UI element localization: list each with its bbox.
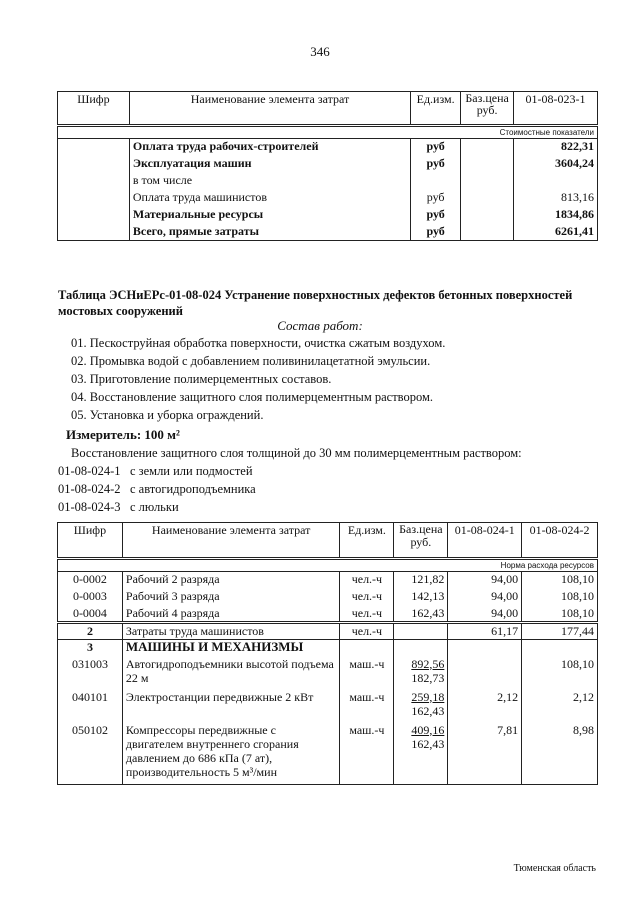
row-value: 6261,41 [514,224,598,241]
row-code: 031003 [58,657,123,690]
row-unit: маш.-ч [340,723,394,785]
header-base-price: Баз.цена руб. [394,523,448,559]
row-name: Оплата труда машинистов [129,190,410,207]
header-name: Наименование элемента затрат [129,92,410,126]
variant-text: с земли или подмостей [130,464,253,478]
row-value-1: 94,00 [448,589,522,606]
description: Восстановление защитного слоя толщиной до 30 мм полимерцементным раствором: [71,446,522,460]
row-value: 3604,24 [514,156,598,173]
section-label: Норма расхода ресурсов [58,559,598,572]
table-row [58,690,598,723]
variant-code: 01-08-024-1 [58,464,121,478]
row-unit: чел.-ч [340,606,394,623]
variant-item [58,500,179,515]
row-name: Электростанции передвижные 2 кВт [122,690,340,723]
table-title: Таблица ЭСНиЕРс-01-08-024 Устранение поверхностных дефектов бетонных поверхностей мостовых сооружений [58,288,573,318]
row-unit: чел.-ч [340,589,394,606]
row-value-2: 108,10 [522,589,598,606]
table-row [58,572,598,589]
work-item: 04. Восстановление защитного слоя полимерцементным раствором. [71,390,434,404]
table-row [58,156,598,173]
row-value-1: 94,00 [448,572,522,589]
row-code: 2 [58,623,123,640]
row-unit: руб [411,190,461,207]
row-value: 813,16 [514,190,598,207]
table-row [58,723,598,785]
row-code: 040101 [58,690,123,723]
row-value-2: 108,10 [522,657,598,690]
resource-norm-table [57,522,598,785]
variant-code: 01-08-024-2 [58,482,121,496]
row-price: 892,56 [411,656,445,671]
row-unit: руб [411,224,461,241]
variant-text: с люльки [130,500,179,514]
header-col1: 01-08-023-1 [514,92,598,126]
row-name: Рабочий 4 разряда [122,606,340,623]
row-unit: маш.-ч [340,657,394,690]
header-code: Шифр [58,523,123,559]
row-value-2: 108,10 [522,606,598,623]
work-item: 03. Приготовление полимерцементных составов. [71,372,332,386]
row-unit: чел.-ч [340,623,394,640]
section-label: Стоимостные показатели [58,126,598,139]
row-value-1 [448,657,522,690]
row-unit: руб [411,207,461,224]
row-code: 0-0002 [58,572,123,589]
table-row [58,190,598,207]
row-unit: руб [411,139,461,156]
row-name: Рабочий 2 разряда [122,572,340,589]
table-row [58,589,598,606]
row-name: Затраты труда машинистов [122,623,340,640]
work-item: 05. Установка и уборка ограждений. [71,408,264,422]
table-row [58,139,598,156]
row-price: 142,13 [394,589,448,606]
header-col1: 01-08-024-1 [448,523,522,559]
row-name: Оплата труда рабочих-строителей [129,139,410,156]
row-code: 050102 [58,723,123,785]
row-code: 3 [58,640,123,657]
variant-code: 01-08-024-3 [58,500,121,514]
row-unit: чел.-ч [340,572,394,589]
cost-summary-table [57,91,598,241]
table-row [58,207,598,224]
row-value-1: 61,17 [448,623,522,640]
row-name: Всего, прямые затраты [129,224,410,241]
variant-item [58,482,256,497]
row-name: Компрессоры передвижные с двигателем внутреннего сгорания давлением до 686 кПа (7 ат), производительность 5 м³/мин [122,723,340,785]
section-row [58,640,598,657]
row-price: 121,82 [394,572,448,589]
row-price: 409,16 [411,722,445,737]
table-row [58,606,598,623]
row-value-2: 2,12 [522,690,598,723]
row-value-2: 177,44 [522,623,598,640]
row-value-1: 94,00 [448,606,522,623]
table-row [58,173,598,190]
row-price: 259,18 [411,689,445,704]
row-code: 0-0003 [58,589,123,606]
table-row [58,224,598,241]
header-base-price: Баз.цена руб. [461,92,514,126]
work-composition-title: Состав работ: [277,318,363,333]
row-value-2: 8,98 [522,723,598,785]
table-row [58,657,598,690]
row-unit: маш.-ч [340,690,394,723]
row-value-1: 7,81 [448,723,522,785]
row-name: Автогидроподъемники высотой подъема 22 м [122,657,340,690]
row-price-secondary: 162,43 [411,703,445,718]
row-name: Эксплуатация машин [129,156,410,173]
table-row [58,623,598,640]
header-col2: 01-08-024-2 [522,523,598,559]
row-price-secondary: 182,73 [411,670,445,685]
row-value-1: 2,12 [448,690,522,723]
row-name: Рабочий 3 разряда [122,589,340,606]
footer-region: Тюменская область [513,863,596,874]
row-price-secondary: 162,43 [411,736,445,751]
measure-unit: Измеритель: 100 м² [66,427,180,442]
row-value-2: 108,10 [522,572,598,589]
work-item: 01. Пескоструйная обработка поверхности, очистка сжатым воздухом. [71,336,446,350]
row-value: 822,31 [514,139,598,156]
header-unit: Ед.изм. [340,523,394,559]
row-unit: руб [411,156,461,173]
header-name: Наименование элемента затрат [122,523,340,559]
table-header-row [58,92,598,126]
section-label-row [58,559,598,572]
row-name: Материальные ресурсы [129,207,410,224]
variant-text: с автогидроподъемника [130,482,256,496]
section-label-row [58,126,598,139]
row-name: МАШИНЫ И МЕХАНИЗМЫ [122,640,340,657]
variant-item [58,464,253,479]
row-code: 0-0004 [58,606,123,623]
header-unit: Ед.изм. [411,92,461,126]
work-item: 02. Промывка водой с добавлением поливинилацетатной эмульсии. [71,354,431,368]
row-price: 162,43 [394,606,448,623]
table-header-row [58,523,598,559]
row-value: 1834,86 [514,207,598,224]
page-number: 346 [310,44,330,59]
row-name: в том числе [129,173,410,190]
header-code: Шифр [58,92,130,126]
